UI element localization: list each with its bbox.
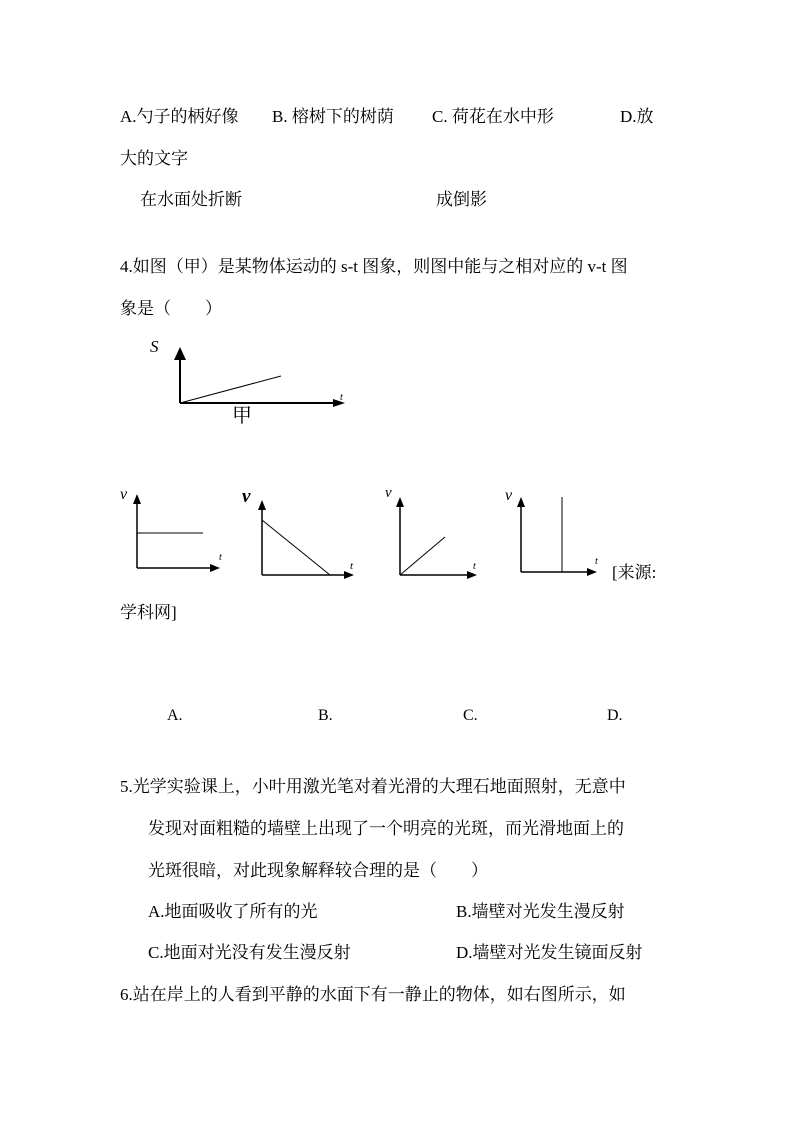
q3-option-a: A.勺子的柄好像 [120, 107, 239, 126]
graph-d-y-label: v [505, 487, 513, 504]
graph-c-x-label: t [473, 561, 476, 572]
figure-jia-x-label: t [340, 392, 343, 403]
graph-a-x-label: t [219, 552, 222, 563]
q4-stem-line2: 象是（ ） [120, 299, 222, 318]
q3-option-c-cont: 成倒影 [436, 190, 487, 209]
figure-jia-st-graph [140, 336, 370, 426]
q3-option-b: B. 榕树下的树荫 [272, 107, 394, 126]
q5-option-a: A.地面吸收了所有的光 [148, 902, 318, 921]
graph-b-decreasing [242, 482, 362, 582]
q4-option-b-label: B. [318, 707, 333, 724]
graph-a-horizontal [120, 482, 230, 582]
q5-stem-line1: 5.光学实验课上，小叶用激光笔对着光滑的大理石地面照射，无意中 [120, 777, 626, 796]
q4-source-note-2: 学科网] [120, 603, 177, 622]
q5-option-d: D.墙壁对光发生镜面反射 [456, 943, 643, 962]
q5-option-b: B.墙壁对光发生漫反射 [456, 902, 625, 921]
graph-c-y-label: v [385, 485, 392, 501]
q5-option-c: C.地面对光没有发生漫反射 [148, 943, 351, 962]
q6-stem-line1: 6.站在岸上的人看到平静的水面下有一静止的物体，如右图所示，如 [120, 985, 626, 1004]
graph-a-y-label: v [120, 486, 128, 503]
q4-source-note-1: [来源: [612, 563, 657, 582]
q4-option-c-label: C. [463, 707, 478, 724]
q5-stem-line2: 发现对面粗糙的墙壁上出现了一个明亮的光斑，而光滑地面上的 [148, 819, 624, 838]
figure-jia-y-label: S [150, 337, 159, 356]
q4-option-a-label: A. [167, 707, 183, 724]
q5-stem-line3: 光斑很暗，对此现象解释较合理的是（ ） [148, 861, 488, 880]
q4-stem-line1: 4.如图（甲）是某物体运动的 s-t 图象，则图中能与之相对应的 v-t 图 [120, 257, 628, 276]
graph-d-vertical [504, 482, 609, 582]
graph-b-y-label: v [242, 486, 251, 507]
graph-c-increasing [382, 482, 487, 582]
q3-option-d-cont: 大的文字 [120, 149, 188, 168]
q3-option-d: D.放 [620, 107, 654, 126]
graph-d-x-label: t [595, 556, 598, 567]
q3-option-a-cont: 在水面处折断 [140, 190, 242, 209]
q3-option-c: C. 荷花在水中形 [432, 107, 554, 126]
q4-option-d-label: D. [607, 707, 623, 724]
figure-jia-caption: 甲 [232, 405, 252, 427]
graph-b-x-label: t [350, 560, 354, 572]
